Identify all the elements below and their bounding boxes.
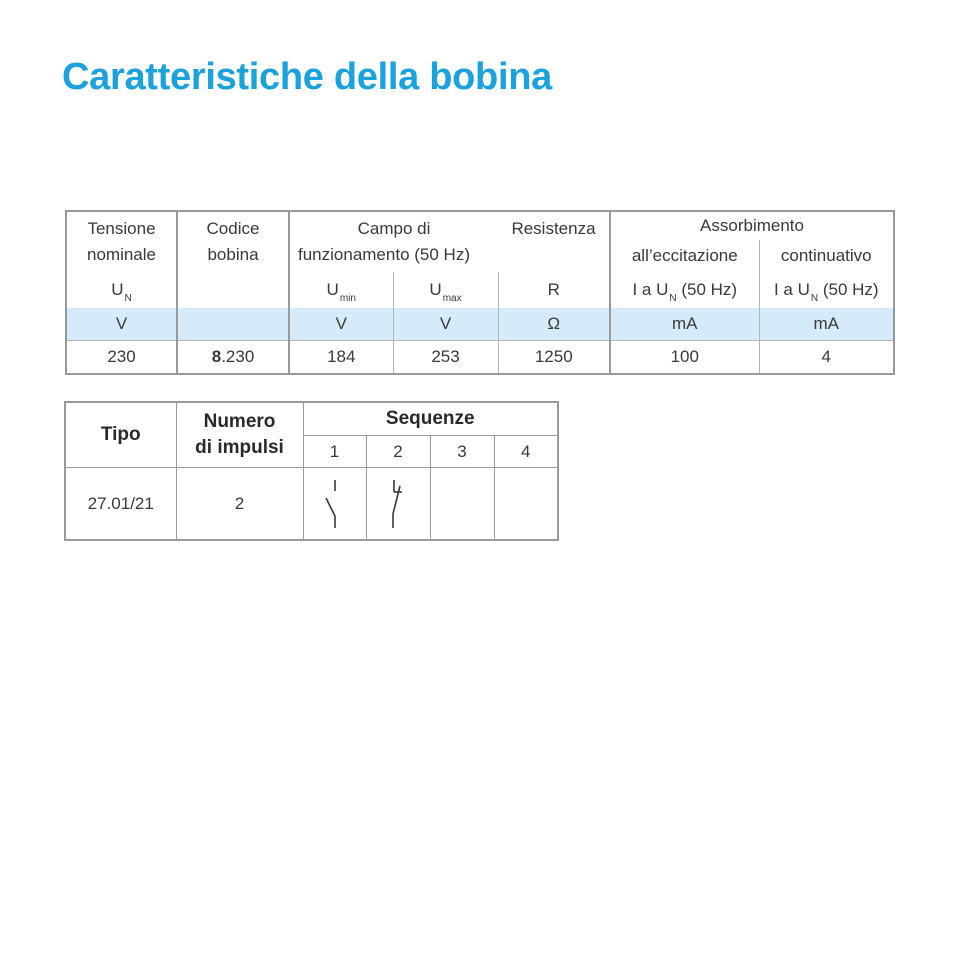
- value-codice: 8.230: [177, 341, 289, 375]
- header-numero-impulsi: Numero di impulsi: [176, 402, 303, 468]
- unit-cell: mA: [759, 308, 894, 341]
- sequence-cell-2: [366, 468, 430, 541]
- contact-closed-symbol-icon: [383, 478, 413, 530]
- symbol-umin: $U_{min}$: [289, 272, 393, 308]
- value-eccitazione: 100: [610, 341, 759, 375]
- unit-cell: V: [393, 308, 498, 341]
- sequence-number: 3: [430, 436, 494, 468]
- value-resistenza: 1250: [498, 341, 610, 375]
- header-resistenza: Resistenza: [511, 219, 596, 238]
- units-row: [66, 308, 894, 341]
- header-campo: Campo di funzionamento (50 Hz): [289, 211, 498, 272]
- symbol-empty: [177, 272, 289, 308]
- unit-cell: V: [66, 308, 177, 341]
- table-row: [65, 468, 558, 541]
- sequence-number: 2: [366, 436, 430, 468]
- value-continuativo: 4: [759, 341, 894, 375]
- value-umax: 253: [393, 341, 498, 375]
- header-tipo: Tipo: [65, 402, 176, 468]
- header-codice: Codice bobina: [177, 211, 289, 272]
- symbol-i-continuativo: I a $U_N$ (50 Hz): [759, 272, 894, 308]
- contact-open-symbol-icon: [320, 478, 350, 530]
- sequence-number: 4: [494, 436, 558, 468]
- symbol-umax: $U_{max}$: [393, 272, 498, 308]
- sequence-number: 1: [303, 436, 366, 468]
- unit-cell: V: [289, 308, 393, 341]
- sequence-table: [64, 401, 559, 541]
- table-row: [66, 341, 894, 375]
- header-assorbimento: Assorbimento: [610, 211, 894, 240]
- header-tensione: Tensione nominale: [87, 219, 156, 264]
- unit-cell: [177, 308, 289, 341]
- unit-cell: Ω: [498, 308, 610, 341]
- value-umin: 184: [289, 341, 393, 375]
- page-title: Caratteristiche della bobina: [62, 56, 552, 98]
- symbol-i-eccitazione: I a $U_N$ (50 Hz): [610, 272, 759, 308]
- sequence-cell-4: [494, 468, 558, 541]
- header-sequenze: Sequenze: [303, 402, 558, 436]
- unit-cell: mA: [610, 308, 759, 341]
- symbol-un: $U_N$: [111, 280, 132, 304]
- value-tensione: 230: [66, 341, 177, 375]
- sequence-cell-3: [430, 468, 494, 541]
- sequence-cell-1: [303, 468, 366, 541]
- header-eccitazione: all’eccitazione: [610, 240, 759, 272]
- symbol-r: R: [498, 272, 610, 308]
- header-continuativo: continuativo: [759, 240, 894, 272]
- value-impulsi: 2: [176, 468, 303, 541]
- coil-characteristics-table: [65, 210, 895, 375]
- value-tipo: 27.01/21: [65, 468, 176, 541]
